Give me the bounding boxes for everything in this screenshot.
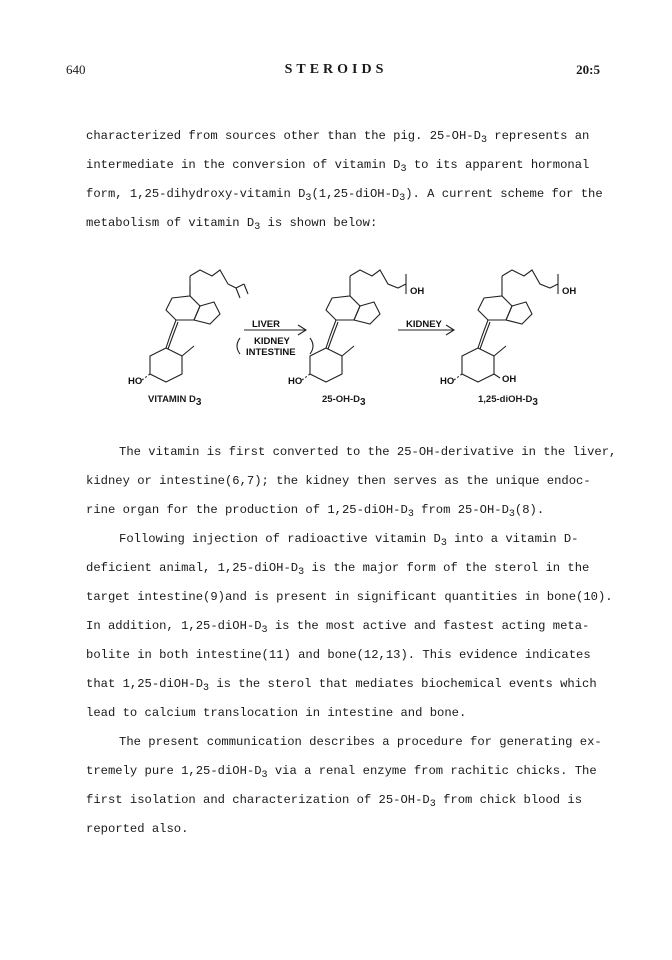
ho-label: HO	[128, 376, 143, 387]
text-line: kidney or intestine(6,7); the kidney then serves as the unique endoc-	[86, 474, 591, 488]
oh-label: OH	[410, 286, 425, 297]
text-line: lead to calcium translocation in intestine and bone.	[86, 706, 467, 720]
text-line: intermediate in the conversion of vitamin $D_3$ to its apparent hormonal	[86, 158, 590, 175]
text-line: that $1,25-diOH-D_3$ is the sterol that mediates biochemical events which	[86, 677, 597, 694]
arrow-label-kidney-2: KIDNEY	[406, 319, 442, 330]
page-number: 640	[66, 62, 86, 77]
arrow-label-intestine: INTESTINE	[246, 347, 296, 358]
oh-label: OH	[502, 374, 517, 385]
text-line: first isolation and characterization of $25-OH-D_3$ from chick blood is	[86, 793, 583, 810]
caption-vitamin-d3: VITAMIN $D_3$	[148, 394, 202, 408]
text-line: reported also.	[86, 822, 189, 836]
issue-number: 20:5	[576, 62, 600, 77]
ho-label: HO	[288, 376, 303, 387]
arrow-label-liver: LIVER	[252, 319, 280, 330]
1-25-dioh-d3-structure	[454, 270, 558, 382]
caption-1-25-dioh-d3: $1,25-diOH-D_3$	[478, 394, 538, 408]
text-line: characterized from sources other than the pig. $25-OH-D_3$ represents an	[86, 129, 590, 146]
text-line: metabolism of vitamin $D_3$ is shown below:	[86, 216, 378, 233]
text-line: target intestine(9)and is present in significant quantities in bone(10).	[86, 590, 613, 604]
ho-label: HO	[440, 376, 455, 387]
body-text	[86, 438, 626, 844]
paragraph-intro	[86, 122, 626, 238]
text-line: form, 1,25-dihydroxy-vitamin $D_3(1,25-diOH-D_3)$. A current scheme for the	[86, 187, 603, 204]
caption-25-oh-d3: $25-OH-D_3$	[322, 394, 366, 408]
text-line: Following injection of radioactive vitamin $D_3$ into a vitamin D-	[119, 532, 579, 549]
text-line: tremely pure $1,25-diOH-D_3$ via a renal enzyme from rachitic chicks. The	[86, 764, 597, 781]
text-line: The vitamin is first converted to the 25-OH-derivative in the liver,	[119, 445, 617, 459]
25-oh-d3-structure	[302, 270, 406, 382]
text-line: In addition, $1,25-diOH-D_3$ is the most active and fastest acting meta-	[86, 619, 590, 636]
text-line: bolite in both intestine(11) and bone(12,13). This evidence indicates	[86, 648, 591, 662]
arrow-label-kidney: KIDNEY	[254, 336, 290, 347]
oh-label: OH	[562, 286, 577, 297]
text-line: deficient animal, $1,25-diOH-D_3$ is the major form of the sterol in the	[86, 561, 590, 578]
running-head: STEROIDS	[284, 62, 388, 77]
text-line: The present communication describes a procedure for generating ex-	[119, 735, 602, 749]
vitamin-d3-structure	[142, 270, 248, 382]
text-line: rine organ for the production of $1,25-diOH-D_3$ from $25-OH-D_3(8)$.	[86, 503, 545, 520]
